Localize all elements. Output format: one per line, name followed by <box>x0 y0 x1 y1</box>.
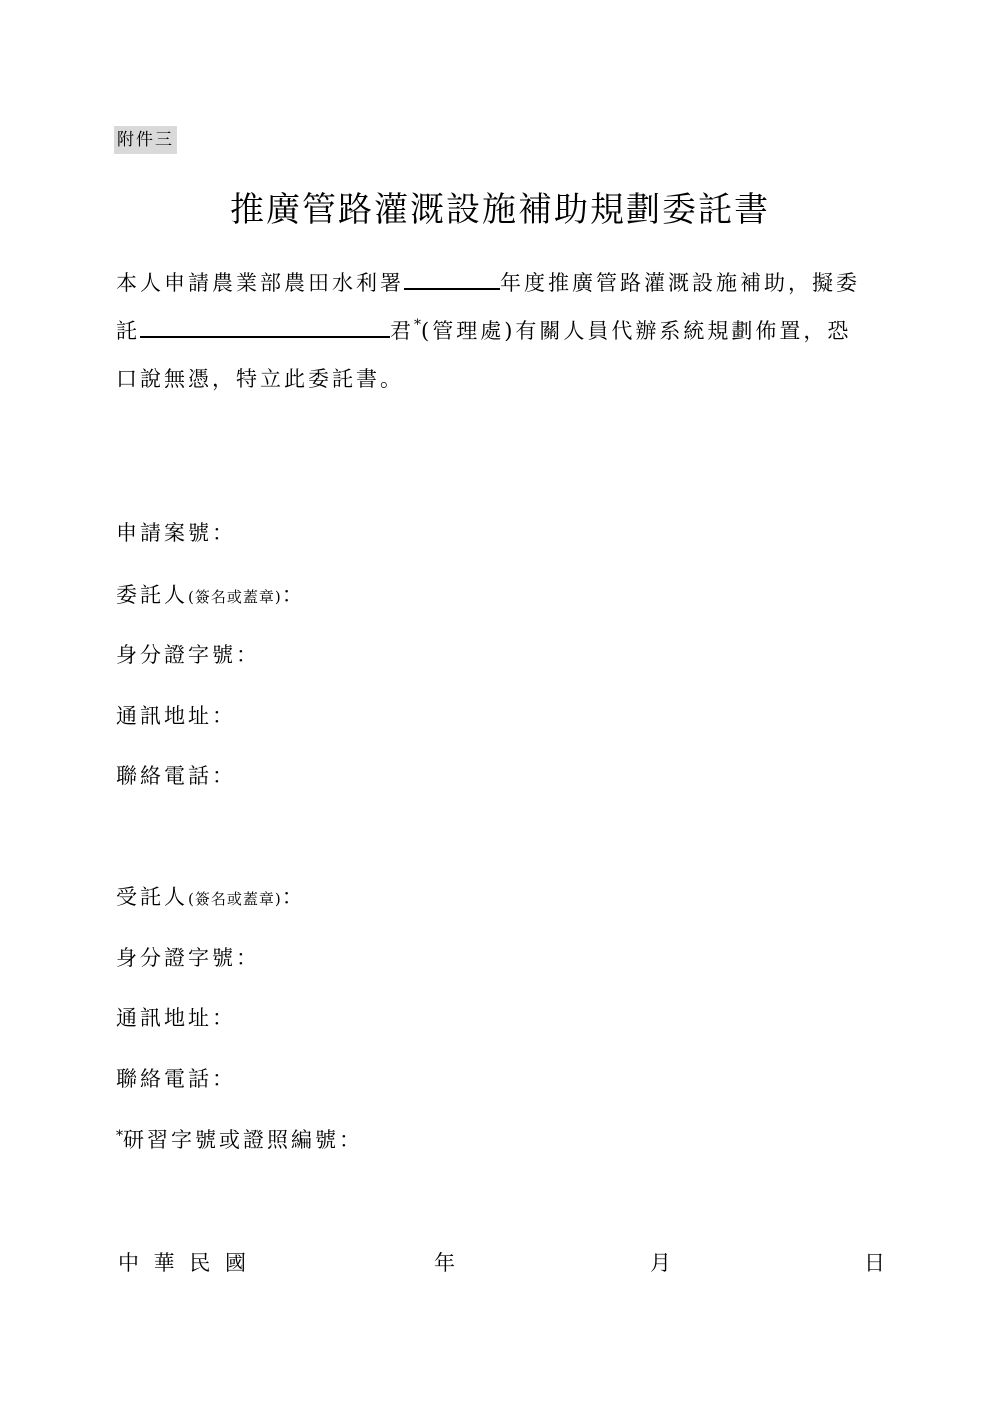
agent-id-field: 身分證字號： <box>116 946 260 970</box>
paragraph-line-3: 口說無憑，特立此委託書。 <box>116 367 404 391</box>
principal-address-field: 通訊地址： <box>116 704 236 728</box>
principal-note: (簽名或蓋章) <box>188 588 282 606</box>
principal-phone-field: 聯絡電話： <box>116 764 236 788</box>
date-era: 中 華 民 國 <box>118 1251 251 1275</box>
principal-id-field: 身分證字號： <box>116 643 260 667</box>
agent-colon: ： <box>281 885 306 909</box>
agent-label: 受託人 <box>116 885 188 909</box>
license-asterisk: * <box>116 1128 123 1144</box>
date-month: 月 <box>650 1251 671 1275</box>
date-day: 日 <box>864 1251 885 1275</box>
date-year: 年 <box>434 1251 455 1275</box>
paragraph-line-2 <box>116 314 851 346</box>
paragraph-line-1 <box>116 266 860 298</box>
principal-colon: ： <box>281 583 306 607</box>
principal-signature-field <box>116 580 306 612</box>
agent-name-blank[interactable] <box>140 314 390 338</box>
line1-text-pre: 本人申請農業部農田水利署 <box>116 271 404 295</box>
principal-label: 委託人 <box>116 583 188 607</box>
year-blank[interactable] <box>404 266 500 290</box>
agent-signature-field <box>116 882 306 914</box>
agent-note: (簽名或蓋章) <box>188 890 282 908</box>
line2-text-post: (管理處)有關人員代辦系統規劃佈置，恐 <box>421 319 852 343</box>
footnote-asterisk: * <box>414 317 421 333</box>
agent-phone-field: 聯絡電話： <box>116 1067 236 1091</box>
line2-text-pre: 託 <box>116 319 140 343</box>
license-label: 研習字號或證照編號： <box>123 1128 363 1152</box>
license-number-field <box>116 1125 363 1155</box>
case-number-field: 申請案號： <box>116 521 236 545</box>
line1-text-post: 年度推廣管路灌溉設施補助，擬委 <box>500 271 860 295</box>
line2-mark: 君 <box>390 319 414 343</box>
agent-address-field: 通訊地址： <box>116 1006 236 1030</box>
document-title: 推廣管路灌溉設施補助規劃委託書 <box>230 190 770 230</box>
attachment-label: 附件三 <box>114 126 177 154</box>
